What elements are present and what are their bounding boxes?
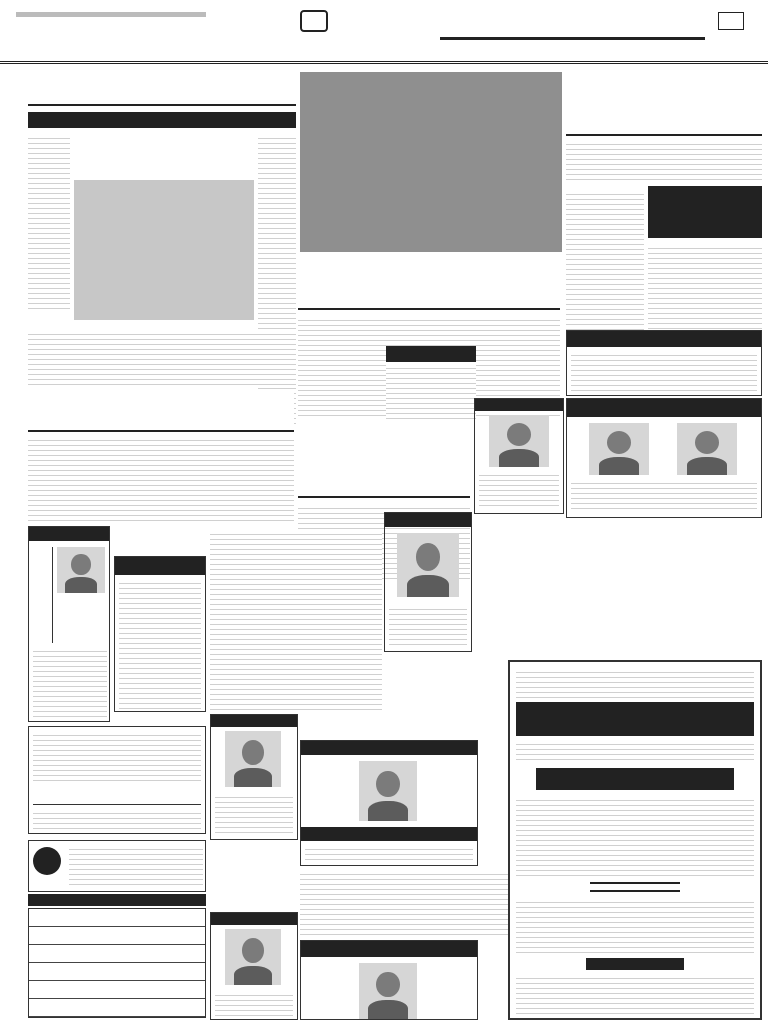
samaj-pride-title <box>301 941 477 957</box>
honoree-name-bar <box>301 827 477 841</box>
samaj-felicitation-box <box>300 740 478 866</box>
portrait-caption <box>571 479 757 513</box>
felicitation-title <box>211 715 297 727</box>
public-notice-body <box>119 579 201 709</box>
hiring-advertisement <box>28 726 206 834</box>
trust-address <box>516 740 754 764</box>
felicitation-title <box>211 913 297 925</box>
samaj-title <box>301 741 477 755</box>
honoree-details <box>305 845 473 863</box>
felicitation-box <box>384 512 472 652</box>
ayurvedic-camp-details <box>571 351 757 391</box>
invitation-body <box>516 898 754 954</box>
masthead-logo <box>300 10 328 32</box>
trust-intro <box>516 668 754 698</box>
trust-name-banner <box>516 702 754 736</box>
portrait-photo <box>225 929 281 985</box>
rto-highlight-box <box>648 186 762 238</box>
felicitation-box <box>566 398 762 518</box>
bank-notice-body <box>69 845 203 889</box>
vertical-tagline <box>31 547 53 643</box>
article-body <box>28 134 70 310</box>
portrait-photo <box>397 533 459 597</box>
portrait-photo <box>225 731 281 787</box>
felicitation-title <box>567 399 761 417</box>
advertiser-name <box>33 787 201 805</box>
page-number <box>718 12 744 30</box>
public-notice-box <box>114 556 206 712</box>
program-schedule <box>516 974 754 1016</box>
felicitation-box <box>210 912 298 1020</box>
notice-table <box>28 908 206 1018</box>
portrait-photo <box>359 963 417 1019</box>
portrait-caption <box>389 605 467 649</box>
article-body <box>28 330 296 388</box>
headline-rto <box>566 72 762 136</box>
samaj-pride-box <box>300 940 478 1020</box>
family-notice-body <box>33 647 107 719</box>
felicitation-box <box>474 398 564 514</box>
felicitation-title <box>475 399 563 411</box>
article-body <box>566 140 762 184</box>
bank-notice <box>28 840 206 892</box>
masthead <box>0 0 768 64</box>
public-notice-title <box>115 557 205 575</box>
news-box-heading <box>386 346 476 362</box>
invitation-body <box>516 796 754 876</box>
ayurvedic-camp-banner <box>567 331 761 347</box>
portrait-photo <box>589 423 649 475</box>
portrait-caption <box>215 793 293 837</box>
family-notice-title <box>29 527 109 541</box>
headline-ravishankar-birthday <box>28 392 294 432</box>
table-heading <box>28 894 206 906</box>
felicitation-box <box>210 714 298 840</box>
article-body <box>300 870 510 936</box>
article-body <box>566 190 644 330</box>
photo-cleanliness-campaign <box>300 72 562 252</box>
subheadline-bar <box>28 112 296 128</box>
portrait-caption <box>215 991 293 1017</box>
headline-cc-road <box>28 72 296 106</box>
ayurvedic-camp-box <box>566 330 762 396</box>
article-body <box>28 436 294 524</box>
headline-deshi-ration <box>298 450 470 498</box>
family-notice-box <box>28 526 110 722</box>
program-banner <box>586 958 684 970</box>
invitation-banner <box>536 768 734 790</box>
advertiser-address <box>33 809 201 829</box>
hiring-body <box>33 731 201 781</box>
masthead-section-title <box>440 6 705 40</box>
photo-road <box>74 180 254 320</box>
portrait-photo <box>489 415 549 467</box>
page-date-line <box>16 12 206 17</box>
trust-invitation-advertisement <box>508 660 762 1020</box>
felicitation-title <box>385 513 471 527</box>
news-box-body <box>386 364 476 420</box>
portrait-photo <box>359 761 417 821</box>
portrait-caption <box>479 471 559 509</box>
headline-cleanliness-drive <box>298 258 560 310</box>
section-divider <box>590 882 680 892</box>
portrait-photo <box>57 547 105 593</box>
portrait-photo <box>677 423 737 475</box>
article-body <box>648 244 762 330</box>
article-body <box>210 530 382 710</box>
bank-logo <box>33 847 61 875</box>
